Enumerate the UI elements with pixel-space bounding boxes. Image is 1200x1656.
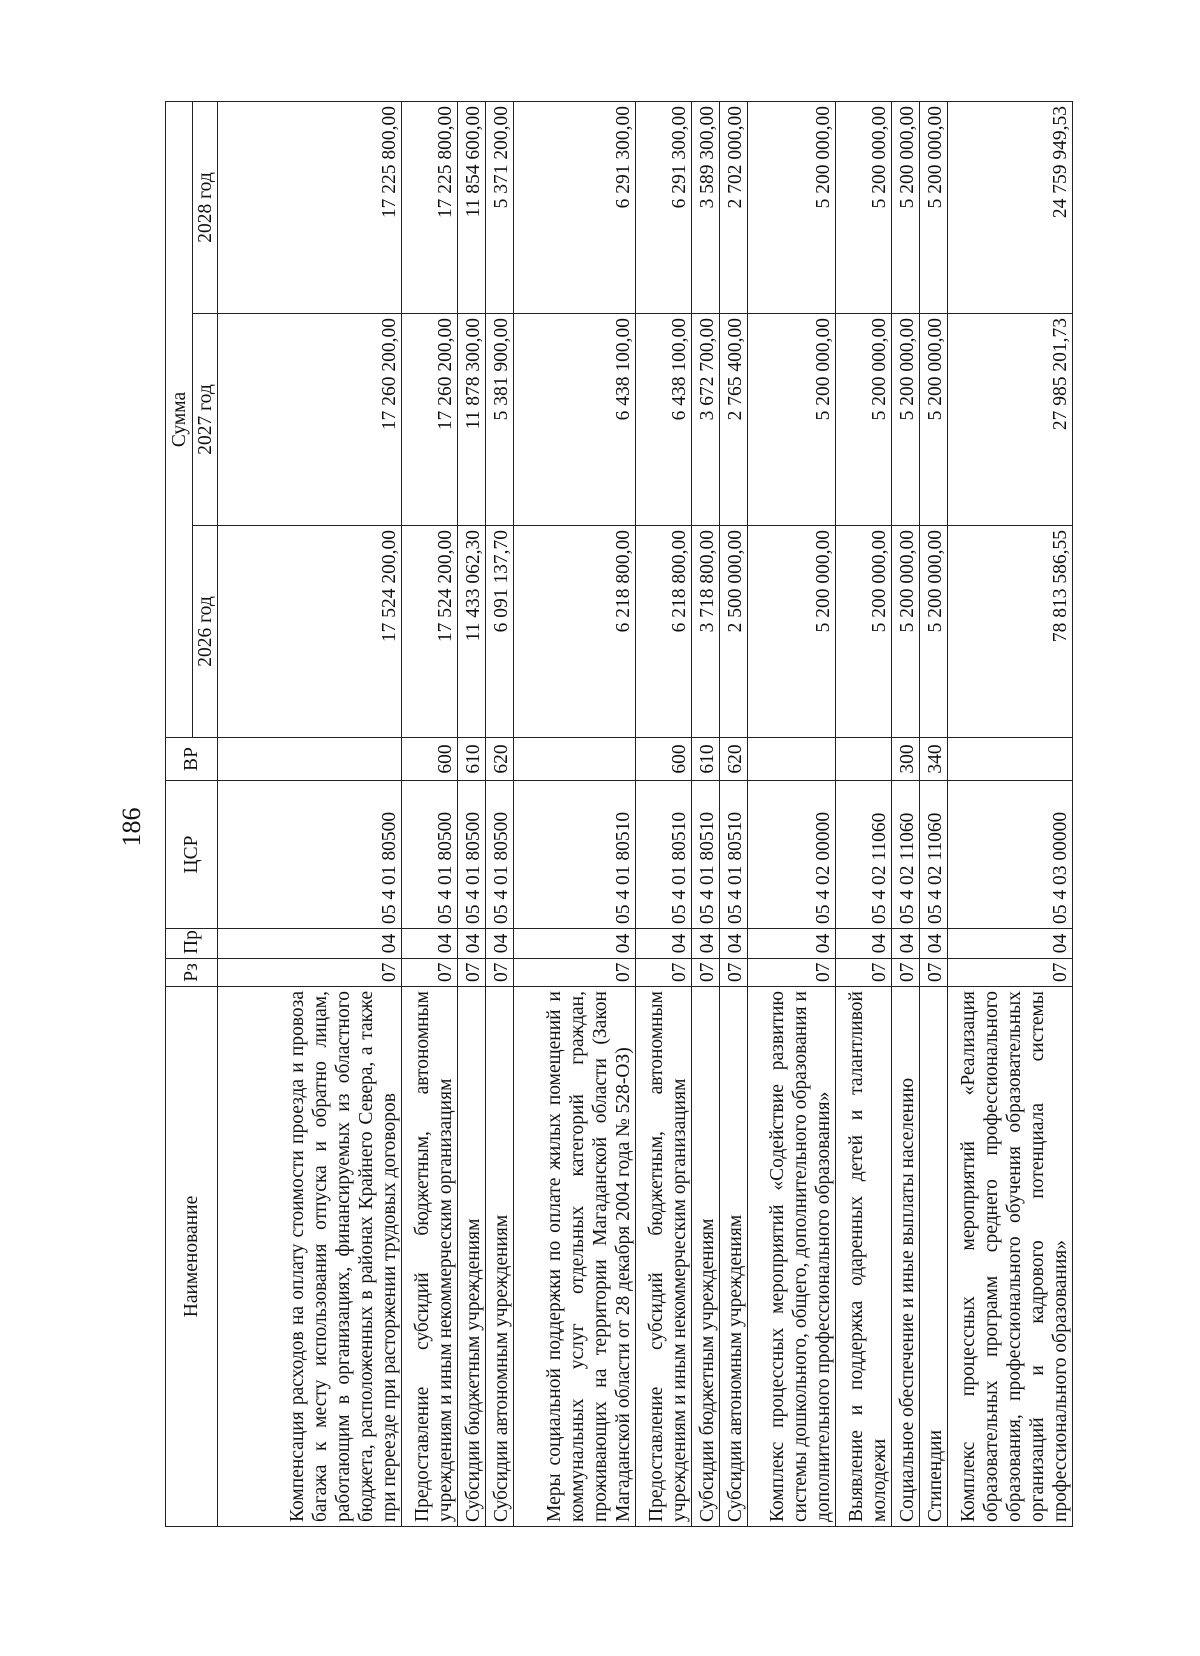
table-row (486, 102, 514, 1527)
row-rz: 07 (458, 959, 486, 987)
row-vr (748, 738, 836, 781)
row-rz: 07 (692, 959, 720, 987)
row-name: Меры социальной поддержки по оплате жилых помещений и коммунальных услуг отдельных категорий граждан, проживающих на территории Магаданской области (Закон Магаданской области от 28 декабря 2004 года № 528-ОЗ) (514, 987, 636, 1527)
row-csr: 05 4 02 11060 (920, 781, 948, 929)
row-sum-2026: 5 200 000,00 (920, 526, 948, 738)
row-name: Субсидии бюджетным учреждениям (458, 987, 486, 1527)
row-sum-2028: 11 854 600,00 (458, 102, 486, 314)
row-rz: 07 (402, 959, 458, 987)
row-sum-2027: 5 200 000,00 (836, 314, 892, 526)
row-name: Социальное обеспечение и иные выплаты населению (892, 987, 920, 1527)
row-name: Выявление и поддержка одаренных детей и талантливой молодежи (836, 987, 892, 1527)
row-rz: 07 (920, 959, 948, 987)
header-rz: Рз (166, 959, 218, 987)
row-sum-2028: 6 291 300,00 (514, 102, 636, 314)
row-vr: 600 (402, 738, 458, 781)
row-csr: 05 4 01 80510 (514, 781, 636, 929)
row-sum-2028: 5 200 000,00 (892, 102, 920, 314)
header-sum: Сумма (166, 102, 193, 738)
row-pr: 04 (402, 929, 458, 959)
row-sum-2026: 17 524 200,00 (218, 526, 402, 738)
table-row (514, 102, 636, 1527)
budget-table (165, 101, 1073, 1527)
row-sum-2028: 17 225 800,00 (218, 102, 402, 314)
row-csr: 05 4 01 80500 (486, 781, 514, 929)
table-row (920, 102, 948, 1527)
row-name: Компенсация расходов на оплату стоимости проезда и провоза багажа к месту использования отпуска и обратно лицам, работающим в организациях, финансируемых из областного бюджета, расположенных в районах Крайнего Севера, а также при переезде при расторжении трудовых договоров (218, 987, 402, 1527)
table-row (218, 102, 402, 1527)
row-sum-2026: 2 500 000,00 (720, 526, 748, 738)
row-vr (948, 738, 1073, 781)
row-rz: 07 (748, 959, 836, 987)
header-csr: ЦСР (166, 781, 218, 929)
table-row (402, 102, 458, 1527)
row-pr: 04 (486, 929, 514, 959)
row-sum-2026: 5 200 000,00 (892, 526, 920, 738)
row-sum-2028: 24 759 949,53 (948, 102, 1073, 314)
row-pr: 04 (892, 929, 920, 959)
header-year-2027: 2027 год (193, 314, 218, 526)
row-sum-2027: 17 260 200,00 (402, 314, 458, 526)
row-csr: 05 4 02 11060 (836, 781, 892, 929)
table-row (948, 102, 1073, 1527)
row-pr: 04 (636, 929, 692, 959)
row-sum-2028: 5 200 000,00 (748, 102, 836, 314)
row-csr: 05 4 01 80500 (458, 781, 486, 929)
rotated-table-container (165, 102, 1070, 1527)
row-pr: 04 (720, 929, 748, 959)
row-vr: 600 (636, 738, 692, 781)
row-sum-2026: 6 218 800,00 (636, 526, 692, 738)
row-rz: 07 (720, 959, 748, 987)
row-sum-2028: 2 702 000,00 (720, 102, 748, 314)
row-pr: 04 (836, 929, 892, 959)
row-csr: 05 4 01 80510 (692, 781, 720, 929)
row-sum-2027: 3 672 700,00 (692, 314, 720, 526)
row-name: Субсидии автономным учреждениям (486, 987, 514, 1527)
header-pr: Пр (166, 929, 218, 959)
row-vr: 610 (692, 738, 720, 781)
row-sum-2028: 6 291 300,00 (636, 102, 692, 314)
row-csr: 05 4 01 80500 (402, 781, 458, 929)
row-sum-2027: 11 878 300,00 (458, 314, 486, 526)
row-sum-2027: 5 200 000,00 (892, 314, 920, 526)
row-pr: 04 (920, 929, 948, 959)
row-csr: 05 4 01 80500 (218, 781, 402, 929)
row-name: Предоставление субсидий бюджетным, автономным учреждениям и иным некоммерческим организациям (402, 987, 458, 1527)
row-rz: 07 (948, 959, 1073, 987)
header-name: Наименование (166, 987, 218, 1527)
table-row (836, 102, 892, 1527)
row-sum-2027: 5 200 000,00 (920, 314, 948, 526)
row-csr: 05 4 02 00000 (748, 781, 836, 929)
row-sum-2028: 3 589 300,00 (692, 102, 720, 314)
row-sum-2026: 6 218 800,00 (514, 526, 636, 738)
row-sum-2027: 6 438 100,00 (514, 314, 636, 526)
table-row (748, 102, 836, 1527)
header-year-2028: 2028 год (193, 102, 218, 314)
table-row (720, 102, 748, 1527)
row-name: Комплекс процессных мероприятий «Содействие развитию системы дошкольного, общего, дополнительного образования и дополнительного профессионального образования» (748, 987, 836, 1527)
row-vr (218, 738, 402, 781)
row-sum-2028: 17 225 800,00 (402, 102, 458, 314)
row-name: Субсидии бюджетным учреждениям (692, 987, 720, 1527)
row-name: Стипендии (920, 987, 948, 1527)
table-row (636, 102, 692, 1527)
row-csr: 05 4 02 11060 (892, 781, 920, 929)
row-vr: 620 (486, 738, 514, 781)
row-pr: 04 (514, 929, 636, 959)
row-sum-2026: 17 524 200,00 (402, 526, 458, 738)
row-sum-2026: 5 200 000,00 (748, 526, 836, 738)
table-row (692, 102, 720, 1527)
row-sum-2026: 3 718 800,00 (692, 526, 720, 738)
table-row (892, 102, 920, 1527)
row-vr (836, 738, 892, 781)
row-vr: 610 (458, 738, 486, 781)
row-csr: 05 4 01 80510 (720, 781, 748, 929)
row-pr: 04 (218, 929, 402, 959)
row-rz: 07 (486, 959, 514, 987)
row-sum-2026: 5 200 000,00 (836, 526, 892, 738)
row-sum-2027: 17 260 200,00 (218, 314, 402, 526)
row-sum-2026: 78 813 586,55 (948, 526, 1073, 738)
row-sum-2027: 2 765 400,00 (720, 314, 748, 526)
row-pr: 04 (948, 929, 1073, 959)
row-vr: 620 (720, 738, 748, 781)
row-csr: 05 4 03 00000 (948, 781, 1073, 929)
row-vr: 340 (920, 738, 948, 781)
row-csr: 05 4 01 80510 (636, 781, 692, 929)
row-vr (514, 738, 636, 781)
row-sum-2027: 27 985 201,73 (948, 314, 1073, 526)
row-rz: 07 (836, 959, 892, 987)
row-pr: 04 (458, 929, 486, 959)
row-rz: 07 (514, 959, 636, 987)
row-sum-2027: 5 200 000,00 (748, 314, 836, 526)
table-body (218, 102, 1073, 1527)
row-sum-2028: 5 200 000,00 (836, 102, 892, 314)
row-sum-2028: 5 371 200,00 (486, 102, 514, 314)
page-number: 186 (117, 807, 146, 847)
row-pr: 04 (748, 929, 836, 959)
row-sum-2026: 6 091 137,70 (486, 526, 514, 738)
row-sum-2027: 5 381 900,00 (486, 314, 514, 526)
row-sum-2026: 11 433 062,30 (458, 526, 486, 738)
header-year-2026: 2026 год (193, 526, 218, 738)
row-name: Субсидии автономным учреждениям (720, 987, 748, 1527)
table-row (458, 102, 486, 1527)
row-name: Комплекс процессных мероприятий «Реализация образовательных программ среднего профессионального образования, профессионального обучения образовательных организаций и кадрового потенциала системы профессионального образования» (948, 987, 1073, 1527)
row-vr: 300 (892, 738, 920, 781)
row-rz: 07 (636, 959, 692, 987)
row-name: Предоставление субсидий бюджетным, автономным учреждениям и иным некоммерческим организациям (636, 987, 692, 1527)
row-rz: 07 (892, 959, 920, 987)
row-rz: 07 (218, 959, 402, 987)
row-sum-2027: 6 438 100,00 (636, 314, 692, 526)
row-sum-2028: 5 200 000,00 (920, 102, 948, 314)
header-vr: ВР (166, 738, 218, 781)
row-pr: 04 (692, 929, 720, 959)
